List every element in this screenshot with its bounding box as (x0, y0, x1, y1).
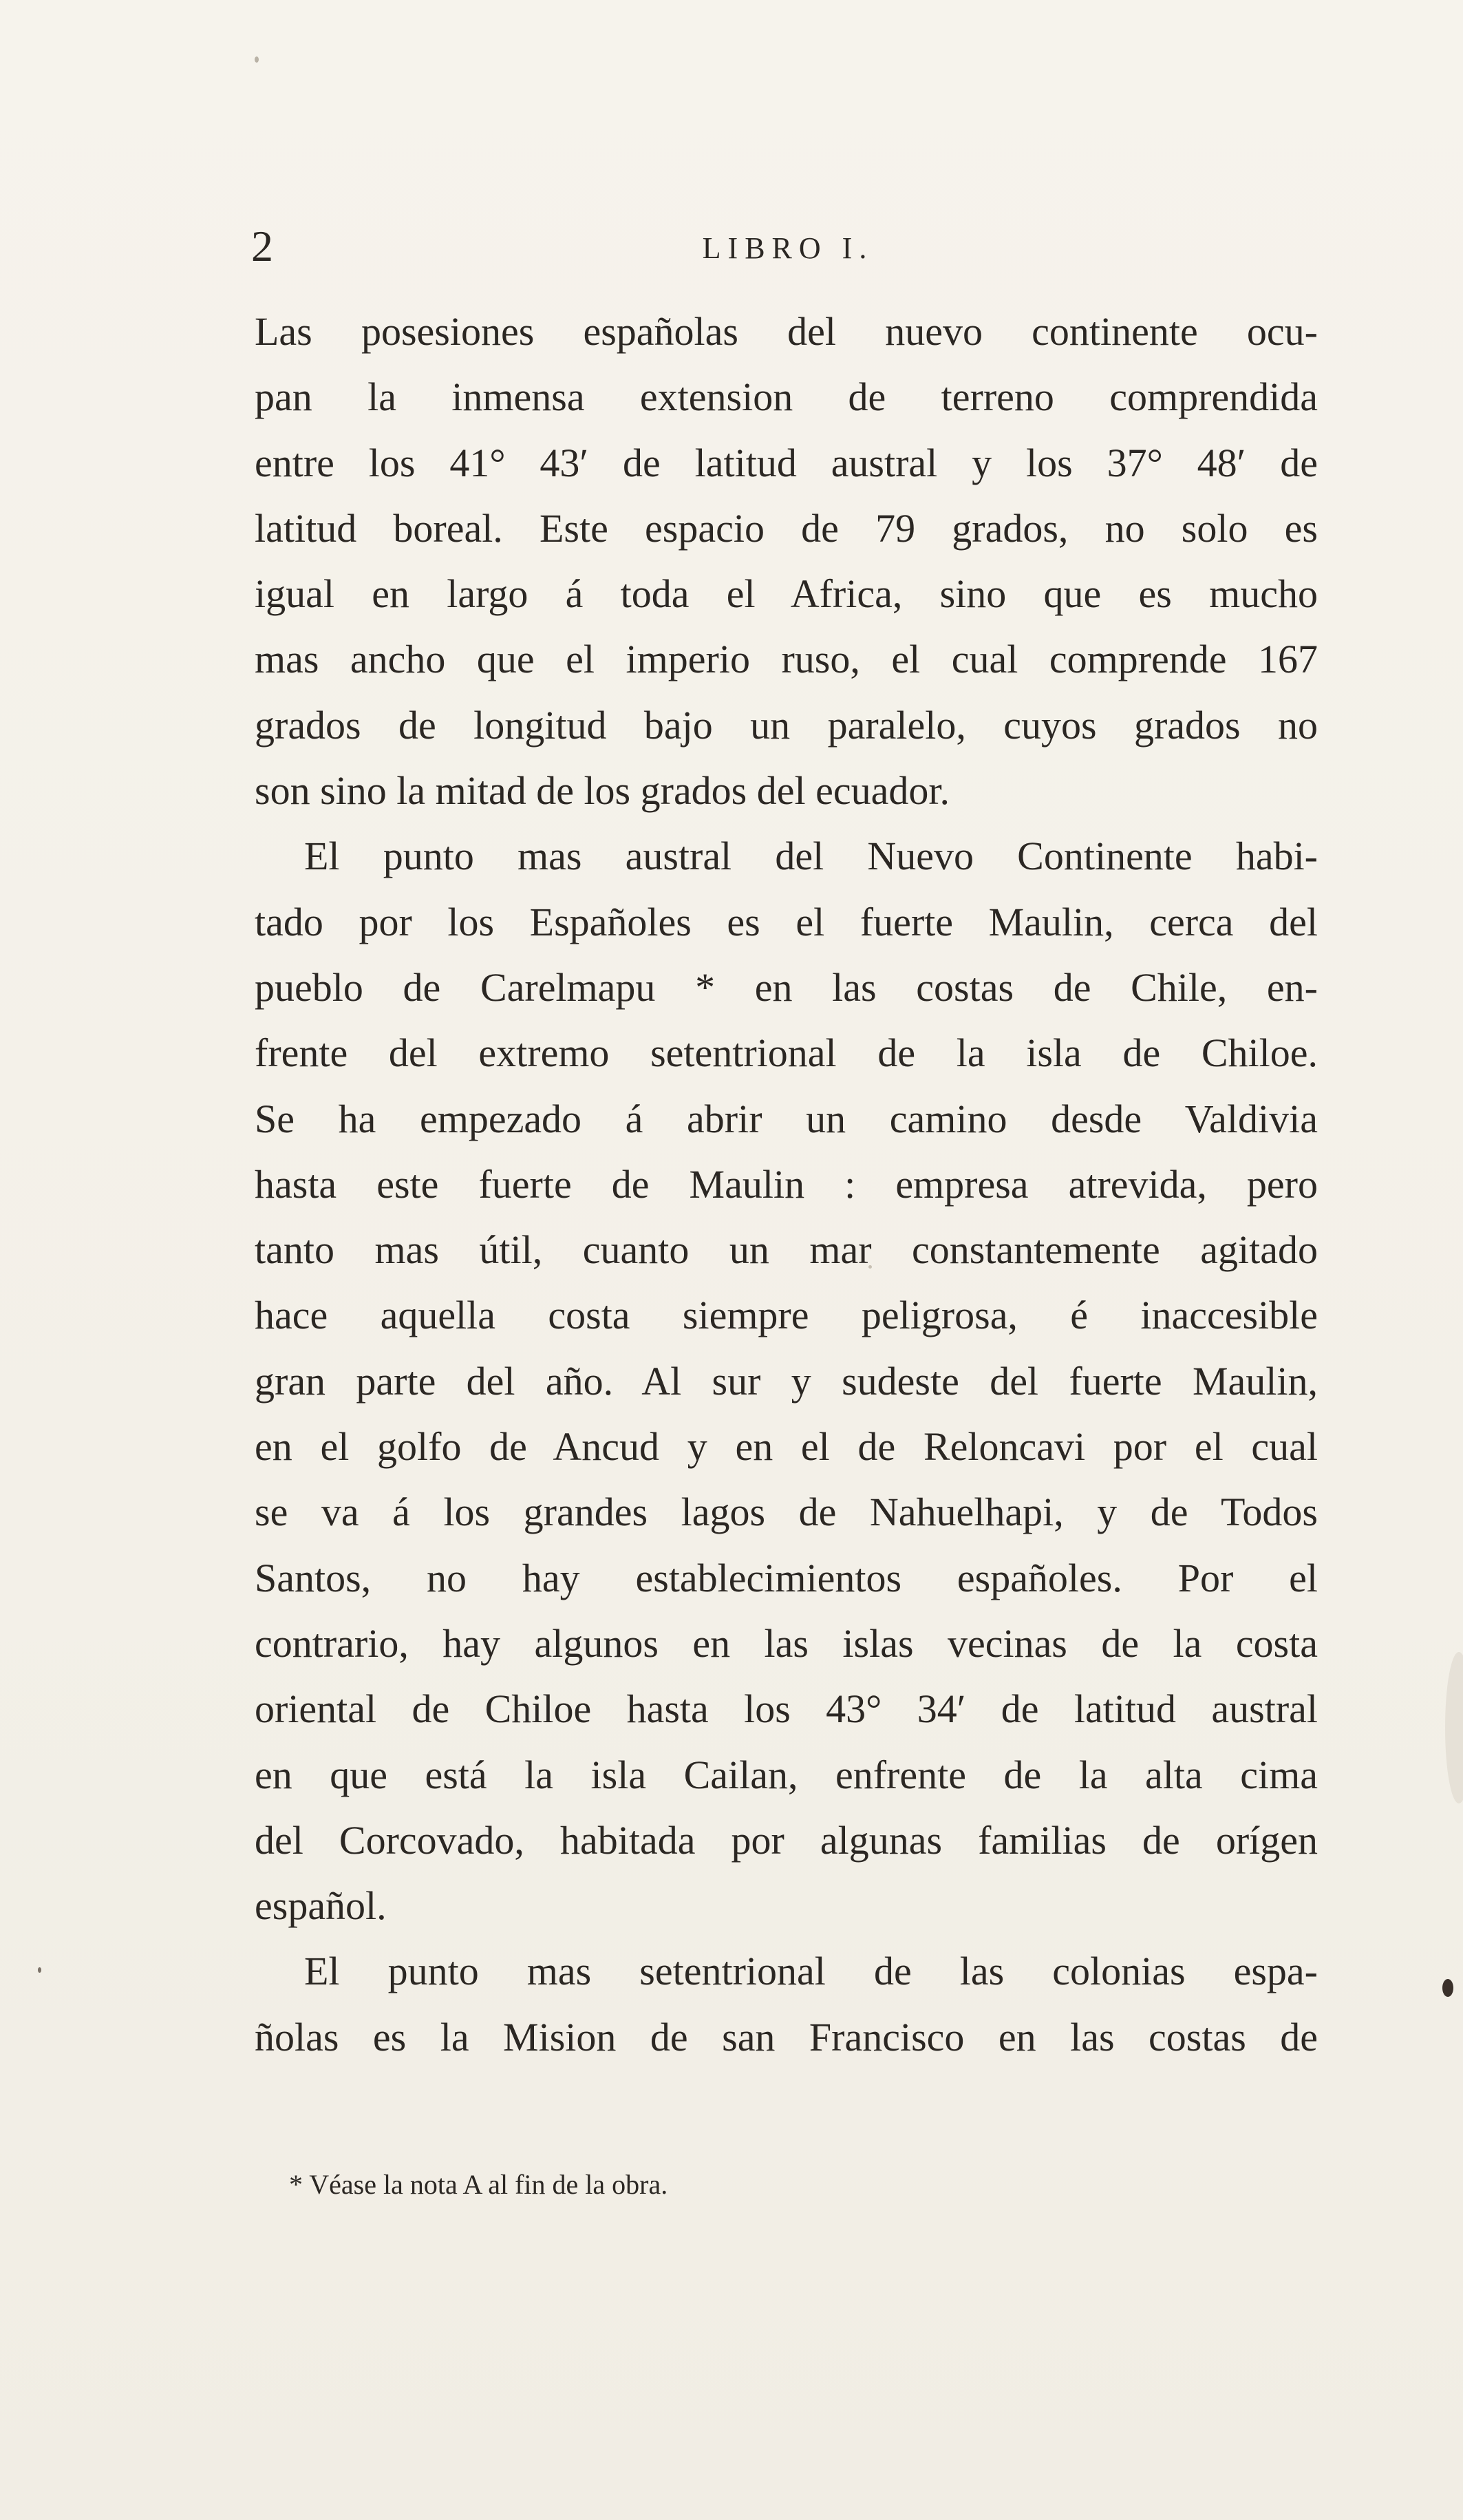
text-line: Santos, no hay establecimientos españoles. Por el (255, 1555, 1318, 1600)
text-line: frente del extremo setentrional de la isla de Chiloe. (255, 1030, 1318, 1076)
text-line: tanto mas útil, cuanto un mar constantemente agitado (255, 1227, 1318, 1273)
paragraph (255, 823, 1318, 1938)
paper-speck (1442, 1979, 1453, 1997)
text-line: ñolas es la Mision de san Francisco en las costas de (255, 2014, 1318, 2060)
text-line: Se ha empezado á abrir un camino desde Valdivia (255, 1096, 1318, 1141)
text-line: pan la inmensa extension de terreno comprendida (255, 374, 1318, 420)
running-head: LIBRO I. (702, 231, 874, 265)
text-line: pueblo de Carelmapu * en las costas de Chile, en- (255, 964, 1318, 1010)
page-edge-shadow (1445, 1652, 1463, 1803)
page-header (251, 219, 1325, 274)
paper-speck (255, 56, 259, 63)
paper-speck (38, 1967, 41, 1973)
text-line: se va á los grandes lagos de Nahuelhapi, y de Todos (255, 1490, 1318, 1535)
text-line: oriental de Chiloe hasta los 43° 34′ de latitud austral (255, 1686, 1318, 1732)
text-line: en el golfo de Ancud y en el de Reloncavi por el cual (255, 1424, 1318, 1470)
text-line: del Corcovado, habitada por algunas familias de orígen (255, 1817, 1318, 1863)
text-line: en que está la isla Cailan, enfrente de la alta cima (255, 1752, 1318, 1797)
page-number: 2 (251, 222, 273, 271)
text-line: mas ancho que el imperio ruso, el cual comprende 167 (255, 637, 1318, 682)
text-line: español. (255, 1883, 387, 1929)
text-line: latitud boreal. Este espacio de 79 grados, no solo es (255, 505, 1318, 551)
text-line: El punto mas setentrional de las colonias espa- (304, 1949, 1318, 1994)
text-line: tado por los Españoles es el fuerte Maulin, cerca del (255, 899, 1318, 944)
text-line: El punto mas austral del Nuevo Continente habi- (304, 834, 1318, 879)
paragraph (255, 1938, 1318, 2070)
text-line: igual en largo á toda el Africa, sino que es mucho (255, 571, 1318, 617)
text-line: hasta este fuerte de Maulin : empresa atrevida, pero (255, 1161, 1318, 1207)
body-text (255, 299, 1318, 2070)
text-line: entre los 41° 43′ de latitud austral y los 37° 48′ de (255, 440, 1318, 485)
text-line: contrario, hay algunos en las islas vecinas de la costa (255, 1620, 1318, 1666)
text-line: gran parte del año. Al sur y sudeste del fuerte Maulin, (255, 1358, 1318, 1404)
footnote: * Véase la nota A al fin de la obra. (289, 2169, 668, 2200)
text-line: hace aquella costa siempre peligrosa, é inaccesible (255, 1293, 1318, 1338)
text-line: Las posesiones españolas del nuevo continente ocu- (255, 309, 1318, 354)
paragraph (255, 299, 1318, 823)
text-line: grados de longitud bajo un paralelo, cuyos grados no (255, 702, 1318, 748)
text-line: son sino la mitad de los grados del ecuador. (255, 768, 950, 814)
